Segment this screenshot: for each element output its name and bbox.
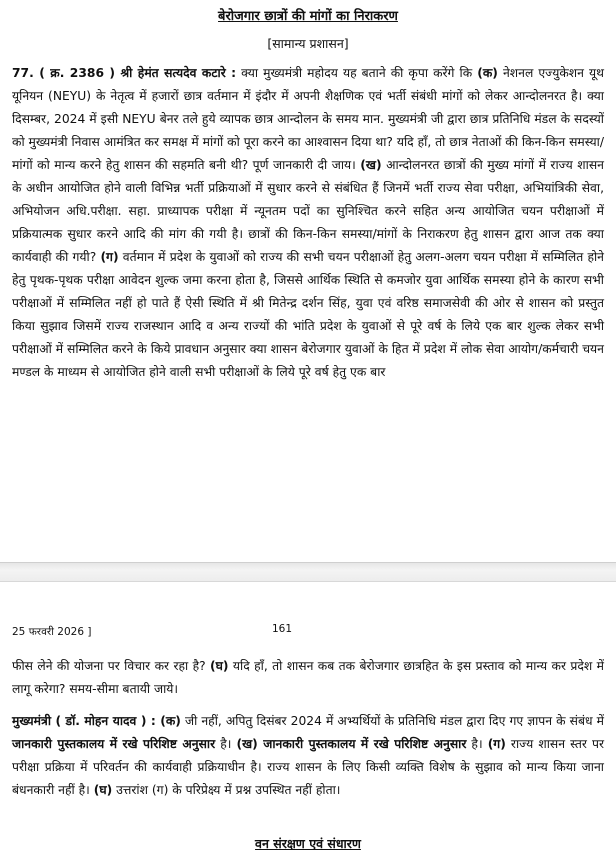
continuation-text: फीस लेने की योजना पर विचार कर रहा है? [12, 659, 211, 673]
part-k-label: (क) [477, 66, 498, 80]
part-gh-label: (घ) [210, 659, 229, 673]
answer-kh-end: है। [466, 737, 488, 751]
page-number: 161 [272, 623, 293, 635]
part-g-text: वर्तमान में प्रदेश के युवाओं को राज्य की सभी चयन परीक्षाओं हेतु अलग-अलग चयन परीक्षा में सम्मिलित होने हेतु पृथक-पृथक परीक्षा आवेदन शुल्क जमा करना होता है, जिससे आर्थिक स्थिति से कमजोर युवा आर्थिक समस्या होने के कारण सभी परीक्षाओं में सम्मिलित नहीं हो पाते हैं ऐसी स्थिति में श्री मितेन्द्र दर्शन सिंह, युवा एवं वरिष्ठ समाजसेवी की ओर से शासन को प्रस्तुत किया सुझाव जिसमें राज्य राजस्थान आदि व अन्य राज्यों की भांति प्रदेश के युवाओं से पूरे वर्ष के लिये एक बार शुल्क लेकर सभी परीक्षाओं में सम्मिलित करने के किये प्रावधान अनुसार क्या शासन बेरोजगार युवाओं के हित में प्रदेश में लोक सेवा आयोग/कर्मचारी चयन मण्डल के माध्यम से आयोजित होने वाली सभी परीक्षाओं के लिये पूरे वर्ष हेतु एक बार [12, 250, 604, 379]
page-separator [0, 562, 616, 582]
section-title: बेरोजगार छात्रों की मांगों का निराकरण [218, 9, 398, 24]
answer-kh-label: (ख) [236, 737, 258, 751]
part-k-text: नेशनल एज्युकेशन यूथ यूनियन (NEYU) के नेतृत्व में हजारों छात्र वर्तमान में इंदौर में अपनी शैक्षणिक एवं भर्ती संबंधी मांगों को लेकर आन्दोलनरत है। क्या दिसम्बर, 2024 में इसी NEYU बेनर तले हुये व्यापक छात्र आन्दोलन के समय मान. मुख्यमंत्री जी द्वारा छात्र प्रतिनिधि मंडल के सदस्यों को मुख्यमंत्री निवास आमंत्रित कर समक्ष में मांगों को पूरा करने का आश्वासन दिया था? यदि हाँ, तो छात्र नेताओं की किन-किन समस्या/मांगों को मान्य करने हेतु शासन की सहमति बनी थी? पूर्ण जानकारी दी जाय। [12, 66, 604, 172]
question-intro: क्या मुख्यमंत्री महोदय यह बताने की कृपा करेंगे कि [236, 66, 478, 80]
question-continuation [12, 655, 604, 701]
answer-gh-text: उत्तरांश (ग) के परिप्रेक्ष्य में प्रश्न उपस्थित नहीं होता। [112, 783, 341, 797]
answer-gh-label: (घ) [93, 783, 113, 797]
answer-kh-bold: जानकारी पुस्तकालय में रखे परिशिष्ट अनुसार [257, 737, 467, 751]
answer-paragraph [12, 710, 604, 802]
question-paragraph [12, 62, 604, 384]
part-g-label: (ग) [100, 250, 119, 264]
answer-by: मुख्यमंत्री ( डॉ. मोहन यादव ) : [12, 714, 156, 728]
department-label: [सामान्य प्रशासन] [267, 36, 349, 51]
part-kh-label: (ख) [360, 158, 382, 172]
answer-k-label: (क) [155, 714, 181, 728]
answer-k-bold: जानकारी पुस्तकालय में रखे परिशिष्ट अनुसार [12, 737, 216, 751]
part-kh-text: आन्दोलनरत छात्रों की मुख्य मांगों में राज्य शासन के अधीन आयोजित होने वाली विभिन्न भर्ती प्रक्रियाओं में सुधार करने से संबंधित हैं जिनमें भर्ती राज्य सेवा परीक्षा, अभियांत्रिकी सेवा, अभियोजन अधि.परीक्षा. सहा. प्राध्यापक परीक्षा में न्यूनतम पदों का सुनिश्चित करने सहित अन्य आयोजित चयन परीक्षाओं में प्रक्रियात्मक सुधार करने आदि की मांग की गयी है। छात्रों की किन-किन समस्या/मांगों के निराकरण हेतु शासन द्वारा आज तक क्या कार्यवाही की गयी? [12, 158, 604, 264]
page-date: 25 फरवरी 2026 ] [12, 626, 92, 638]
answer-k-text: जी नहीं, अपितु दिसंबर 2024 में अभ्यर्थियों के प्रतिनिधि मंडल द्वारा दिए गए ज्ञापन के संबंध में [180, 714, 604, 728]
next-section-title: वन संरक्षण एवं संधारण [255, 836, 361, 851]
question-number: 77. ( क्र. 2386 ) श्री हेमंत सत्यदेव कटारे : [12, 66, 237, 80]
answer-g-label: (ग) [487, 737, 506, 751]
part-gh-text: यदि हाँ, तो शासन कब तक बेरोजगार छात्रहित के इस प्रस्ताव को मान्य कर प्रदेश में लागू करेगा? समय-सीमा बतायी जाये। [12, 659, 605, 696]
answer-k-end: है। [215, 737, 237, 751]
answer-g-text: राज्य शासन स्तर पर परीक्षा प्रक्रिया में परिवर्तन की कार्यवाही प्रक्रियाधीन है। राज्य शासन के लिए किसी व्यक्ति विशेष के सुझाव को मान्य किया जाना बंधनकारी नहीं है। [12, 737, 605, 797]
page-bottom [0, 581, 616, 858]
